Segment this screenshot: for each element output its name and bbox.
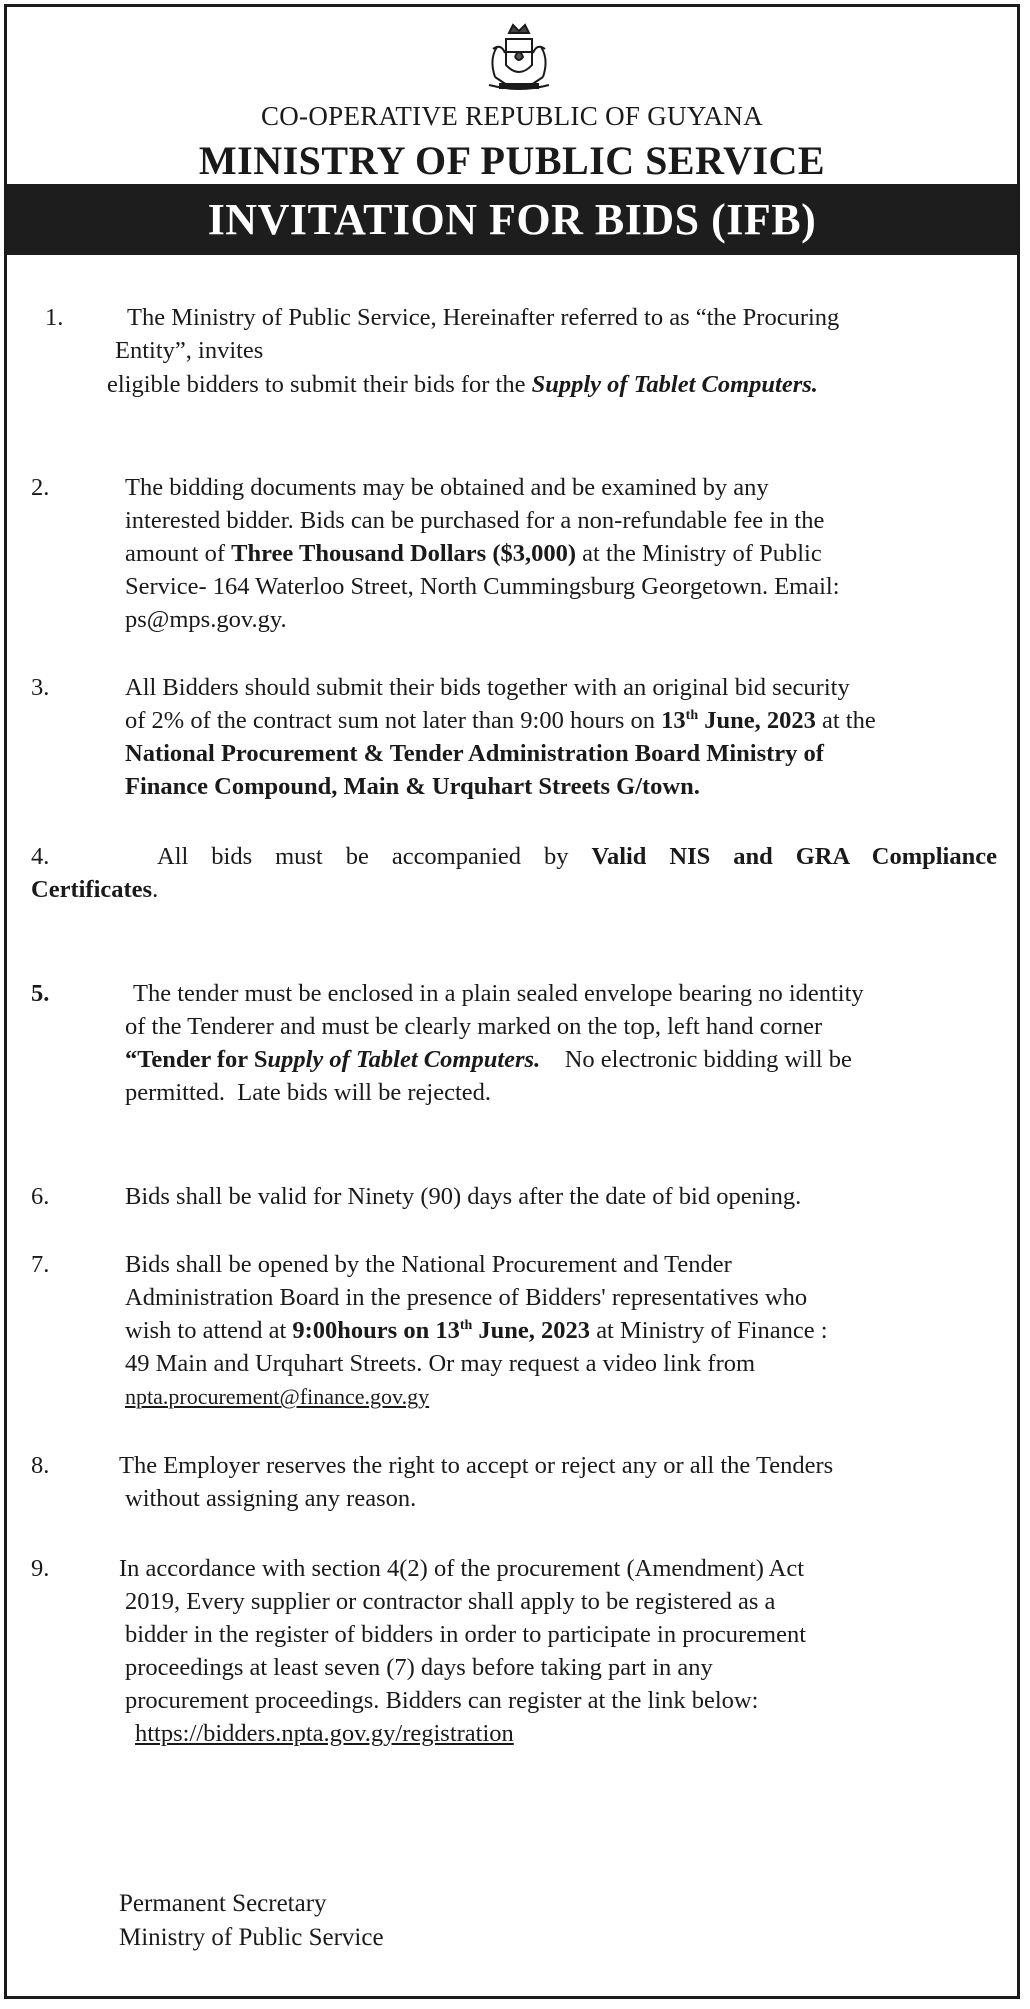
registration-link[interactable]: https://bidders.npta.gov.gy/registration: [135, 1720, 514, 1747]
item-3-text: at the: [815, 707, 876, 734]
item-2-line: interested bidder. Bids can be purchased for a non-refundable fee in the: [125, 507, 825, 534]
coat-of-arms-icon: [479, 19, 559, 99]
email-link[interactable]: npta.procurement@finance.gov.gy: [125, 1384, 430, 1409]
item-1-emphasis: Supply of Tablet Computers.: [531, 371, 818, 398]
item-7-line: Bids shall be opened by the National Procurement and Tender: [125, 1251, 732, 1278]
item-1-line: The Ministry of Public Service, Hereinafter referred to as “the Procuring: [127, 304, 840, 331]
item-5-line: permitted. Late bids will be rejected.: [125, 1079, 492, 1106]
item-number: 1.: [45, 304, 64, 331]
item-9-line: proceedings at least seven (7) days before taking part in any: [125, 1654, 713, 1681]
item-2-line: [125, 537, 997, 570]
item-3-date: June, 2023: [698, 707, 816, 734]
item-2-text: amount of: [125, 540, 232, 567]
item-3-line: [125, 704, 1005, 737]
item-number: 9.: [31, 1555, 50, 1582]
item-number: 5.: [31, 980, 50, 1007]
item-7-line: Administration Board in the presence of Bidders' representatives who: [125, 1284, 808, 1311]
item-number: 2.: [31, 474, 50, 501]
item-7-line: [125, 1314, 1005, 1347]
item-number: 4.: [31, 843, 50, 870]
item-4-line: [31, 873, 903, 906]
item-5-line: [125, 1043, 1005, 1076]
signatory-org: Ministry of Public Service: [119, 1924, 384, 1951]
item-5-marking: “Tender for S: [125, 1046, 268, 1073]
item-5-marking: upply of Tablet Computers.: [267, 1046, 541, 1073]
item-9-line: procurement proceedings. Bidders can register at the link below:: [125, 1687, 759, 1714]
item-8-line: without assigning any reason.: [125, 1485, 417, 1512]
item-number: 8.: [31, 1452, 50, 1479]
item-4-line: [157, 840, 997, 873]
item-2-line: The bidding documents may be obtained and be examined by any: [125, 474, 769, 501]
item-2-fee: Three Thousand Dollars ($3,000): [231, 540, 577, 567]
item-3-line: Finance Compound, Main & Urquhart Streets G/town.: [125, 773, 700, 800]
item-number: 6.: [31, 1183, 50, 1210]
signatory-title: Permanent Secretary: [119, 1890, 327, 1917]
item-9-line: 2019, Every supplier or contractor shall apply to be registered as a: [125, 1588, 776, 1615]
item-4-text: All bids must be accompanied by: [157, 843, 592, 870]
item-3-line: All Bidders should submit their bids together with an original bid security: [125, 674, 850, 701]
item-3-date-suffix: th: [685, 707, 699, 723]
item-4-requirement: Certificates: [31, 876, 153, 903]
item-1-line: [107, 368, 997, 401]
item-5-text: No electronic bidding will be: [540, 1046, 852, 1073]
item-number: 3.: [31, 674, 50, 701]
item-5-line: The tender must be enclosed in a plain sealed envelope bearing no identity: [133, 980, 864, 1007]
item-3-date-day: 13: [661, 707, 686, 734]
item-7-line: 49 Main and Urquhart Streets. Or may request a video link from: [125, 1350, 756, 1377]
item-1-line: Entity”, invites: [115, 337, 264, 364]
item-2-line: Service- 164 Waterloo Street, North Cummingsburg Georgetown. Email:: [125, 573, 840, 600]
item-number: 7.: [31, 1251, 50, 1278]
item-6-line: Bids shall be valid for Ninety (90) days after the date of bid opening.: [125, 1183, 802, 1210]
item-7-text: at Ministry of Finance :: [590, 1317, 828, 1344]
item-7-time: 9:00hours on 13: [292, 1317, 460, 1344]
item-3-text: of 2% of the contract sum not later than 9:00 hours on: [125, 707, 662, 734]
item-3-line: National Procurement & Tender Administration Board Ministry of: [125, 740, 824, 767]
republic-name: CO-OPERATIVE REPUBLIC OF GUYANA: [260, 101, 764, 131]
item-7-date-suffix: th: [459, 1317, 473, 1333]
item-2-text: at the Ministry of Public: [576, 540, 822, 567]
item-5-line: of the Tenderer and must be clearly marked on the top, left hand corner: [125, 1013, 823, 1040]
item-4-text: .: [152, 876, 159, 903]
item-2-line: ps@mps.gov.gy.: [125, 606, 287, 633]
item-4-requirement: Valid NIS and GRA Compliance: [591, 843, 997, 870]
notice-page: [4, 4, 1020, 1999]
item-8-line: The Employer reserves the right to accept or reject any or all the Tenders: [119, 1452, 834, 1479]
item-7-date: June, 2023: [472, 1317, 591, 1344]
item-1-text: eligible bidders to submit their bids for the: [107, 371, 532, 398]
item-9-line: In accordance with section 4(2) of the procurement (Amendment) Act: [119, 1555, 805, 1582]
ministry-name: MINISTRY OF PUBLIC SERVICE: [198, 138, 826, 183]
page-title: INVITATION FOR BIDS (IFB): [7, 184, 1017, 255]
item-9-line: bidder in the register of bidders in order to participate in procurement: [125, 1621, 806, 1648]
item-7-text: wish to attend at: [125, 1317, 293, 1344]
